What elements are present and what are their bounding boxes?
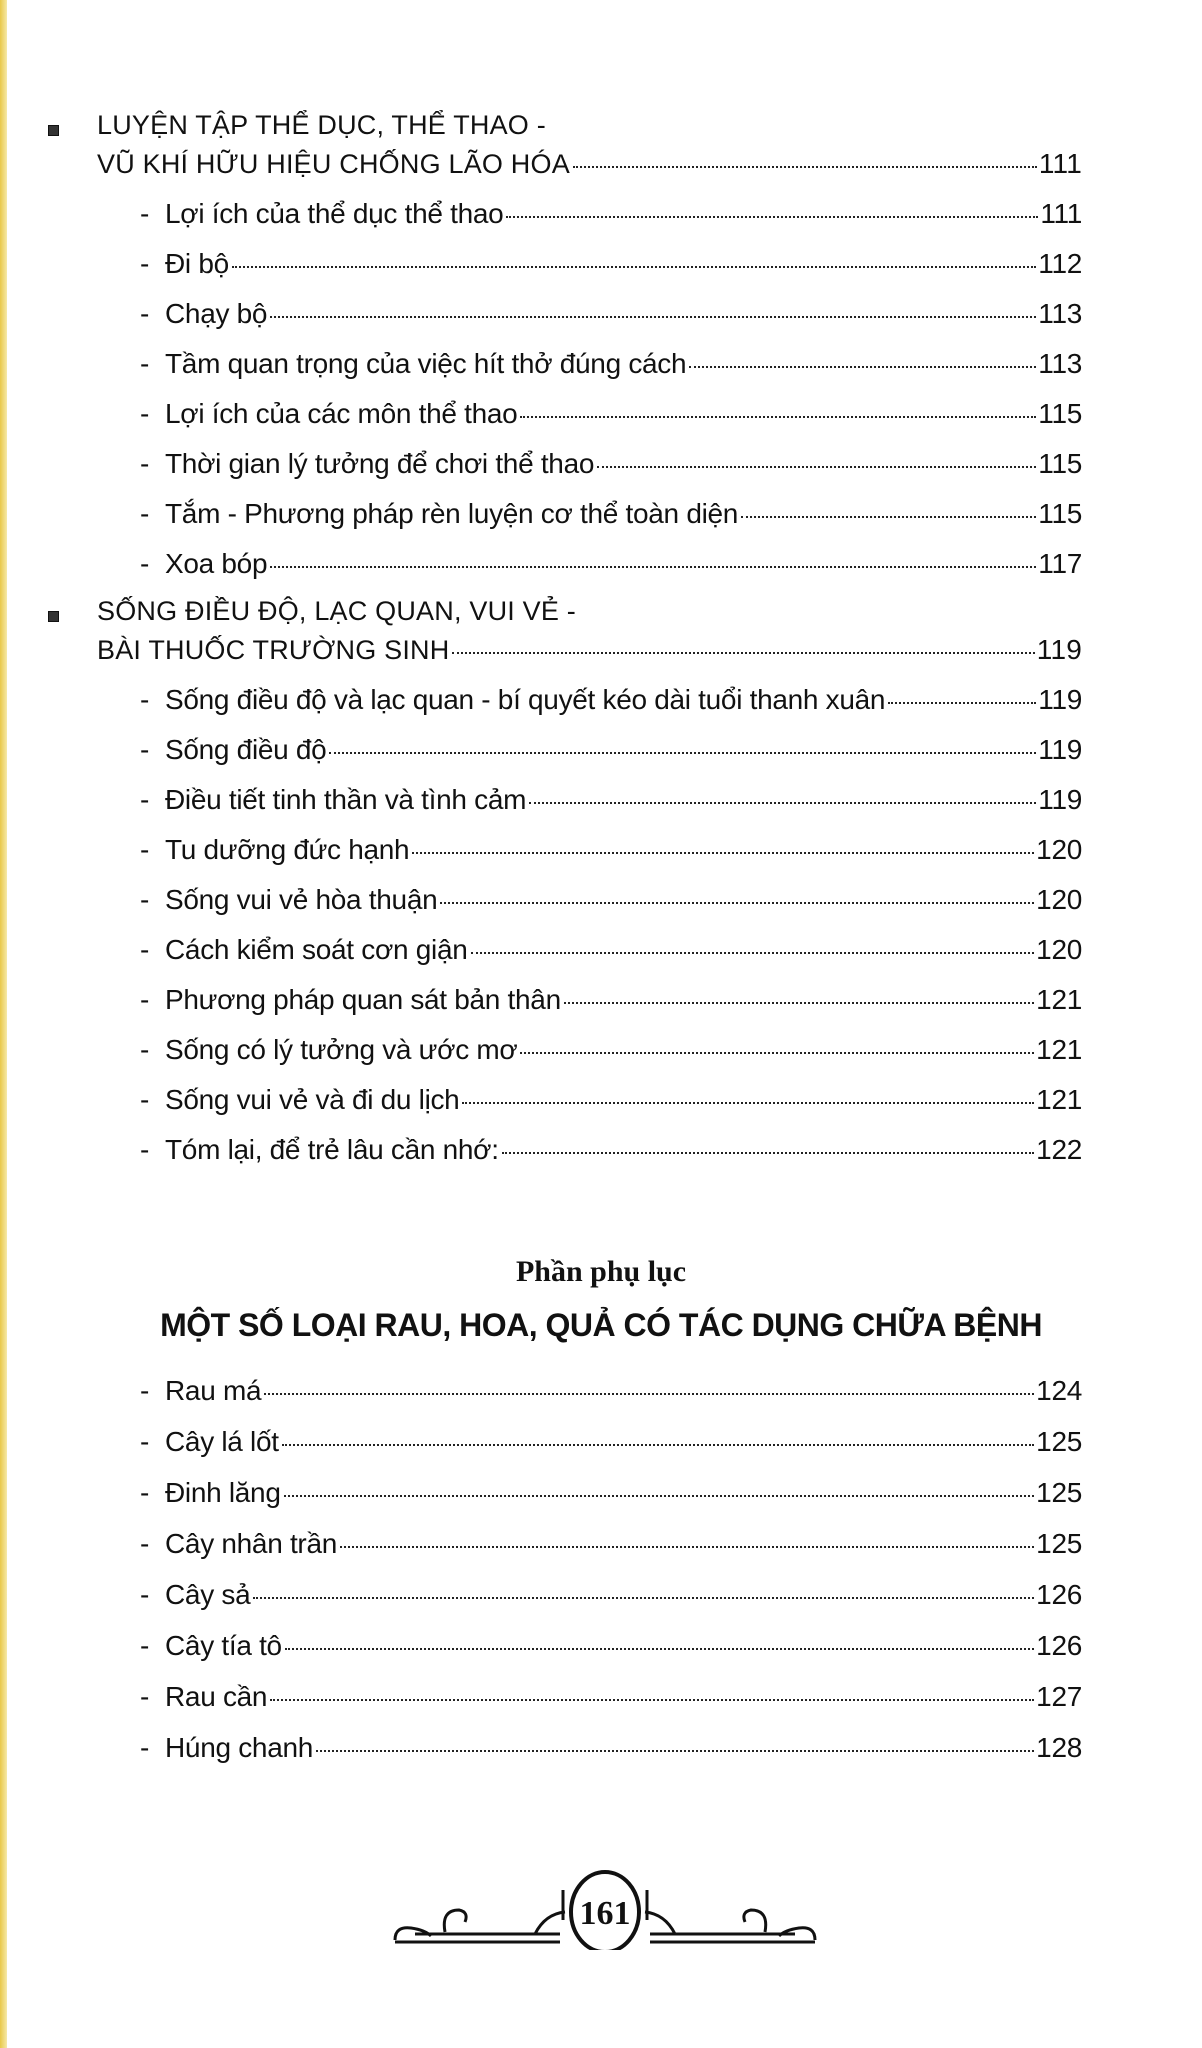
dot-leader xyxy=(282,1444,1034,1446)
entry-label: BÀI THUỐC TRƯỜNG SINH xyxy=(97,635,450,665)
page-ref: 121 xyxy=(1036,984,1082,1015)
dot-leader xyxy=(502,1152,1034,1154)
dash: - xyxy=(140,248,150,279)
entry-label: Cây sả xyxy=(165,1579,251,1610)
page-ref: 124 xyxy=(1036,1375,1082,1406)
dot-leader xyxy=(285,1648,1034,1650)
toc-entry xyxy=(48,448,1082,498)
toc-entry xyxy=(48,684,1082,734)
dash: - xyxy=(140,1732,150,1763)
dot-leader xyxy=(264,1393,1034,1395)
toc-entry xyxy=(48,784,1082,834)
page-ref: 125 xyxy=(1036,1426,1082,1457)
entry-label: Điều tiết tinh thần và tình cảm xyxy=(165,784,527,815)
dot-leader xyxy=(232,266,1036,268)
dash: - xyxy=(140,834,150,865)
dot-leader xyxy=(452,652,1034,654)
toc-entry xyxy=(48,1528,1082,1579)
dash: - xyxy=(140,448,150,479)
toc-section xyxy=(48,110,1082,598)
dot-leader xyxy=(329,752,1036,754)
page-ref: 128 xyxy=(1036,1732,1082,1763)
page-edge xyxy=(0,0,7,2048)
page-ref: 121 xyxy=(1036,1034,1082,1065)
dot-leader xyxy=(284,1495,1035,1497)
dash: - xyxy=(140,1630,150,1661)
page-ref: 121 xyxy=(1036,1084,1082,1115)
entry-label: Cách kiểm soát cơn giận xyxy=(165,934,468,965)
dot-leader xyxy=(888,702,1036,704)
entry-label: LUYỆN TẬP THỂ DỤC, THỂ THAO - xyxy=(97,110,546,140)
toc-entry xyxy=(48,348,1082,398)
page-ref: 111 xyxy=(1040,198,1082,229)
dot-leader xyxy=(529,802,1036,804)
page-ref: 127 xyxy=(1036,1681,1082,1712)
dot-leader xyxy=(253,1597,1034,1599)
toc-entry xyxy=(48,1732,1082,1783)
page-ref: 126 xyxy=(1036,1630,1082,1661)
entry-label: Cây nhân trần xyxy=(165,1528,337,1559)
entry-label: Tắm - Phương pháp rèn luyện cơ thể toàn diện xyxy=(165,498,739,529)
page-ref: 120 xyxy=(1036,884,1082,915)
entry-label: VŨ KHÍ HỮU HIỆU CHỐNG LÃO HÓA xyxy=(97,149,570,179)
page-ref: 120 xyxy=(1036,834,1082,865)
toc-entry xyxy=(48,1681,1082,1732)
toc-entry xyxy=(48,1084,1082,1134)
dot-leader xyxy=(520,1052,1034,1054)
dash: - xyxy=(140,884,150,915)
page-ref: 119 xyxy=(1038,734,1082,765)
dash: - xyxy=(140,784,150,815)
entry-label: Cây tía tô xyxy=(165,1630,282,1661)
page-ref: 125 xyxy=(1036,1477,1082,1508)
appendix-list xyxy=(48,1375,1082,1783)
toc-entry xyxy=(48,1375,1082,1426)
toc-entry xyxy=(48,884,1082,934)
dot-leader xyxy=(270,566,1036,568)
dot-leader xyxy=(270,316,1036,318)
dash: - xyxy=(140,1134,150,1165)
entry-label: Phương pháp quan sát bản thân xyxy=(165,984,561,1015)
dash: - xyxy=(140,1477,150,1508)
dot-leader xyxy=(506,216,1038,218)
dash: - xyxy=(140,1034,150,1065)
dash: - xyxy=(140,1084,150,1115)
page-ref: 122 xyxy=(1036,1134,1082,1165)
toc-entry xyxy=(48,198,1082,248)
toc-entry xyxy=(48,498,1082,548)
entry-label: Chạy bộ xyxy=(165,298,268,329)
toc-entry xyxy=(48,548,1082,598)
dash: - xyxy=(140,1426,150,1457)
entry-label: Đi bộ xyxy=(165,248,229,279)
entry-label: Húng chanh xyxy=(165,1732,314,1763)
dash: - xyxy=(140,198,150,229)
entry-label: Rau má xyxy=(165,1375,262,1406)
dot-leader xyxy=(462,1102,1034,1104)
entry-label: SỐNG ĐIỀU ĐỘ, LẠC QUAN, VUI VẺ - xyxy=(97,596,576,626)
bullet-icon xyxy=(48,125,59,136)
toc-entry xyxy=(48,1134,1082,1184)
entry-label: Sống vui vẻ hòa thuận xyxy=(165,884,438,915)
entry-label: Lợi ích của các môn thể thao xyxy=(165,398,518,429)
entry-label: Tu dưỡng đức hạnh xyxy=(165,834,410,865)
appendix-subtitle: Phần phụ lục xyxy=(515,1255,687,1288)
dash: - xyxy=(140,984,150,1015)
dash: - xyxy=(140,548,150,579)
dot-leader xyxy=(270,1699,1034,1701)
dot-leader xyxy=(340,1546,1034,1548)
page-ref: 115 xyxy=(1038,448,1082,479)
entry-label: Lợi ích của thể dục thể thao xyxy=(165,198,504,229)
section-title xyxy=(48,148,1082,198)
dash: - xyxy=(140,1528,150,1559)
page-ref: 111 xyxy=(1038,148,1082,179)
dash: - xyxy=(140,1681,150,1712)
entry-label: Thời gian lý tưởng để chơi thể thao xyxy=(165,448,595,479)
toc-entry xyxy=(48,834,1082,884)
toc-entry xyxy=(48,934,1082,984)
entry-label: Sống điều độ và lạc quan - bí quyết kéo dài tuổi thanh xuân xyxy=(165,684,886,715)
dash: - xyxy=(140,398,150,429)
toc-entry xyxy=(48,248,1082,298)
entry-label: Tóm lại, để trẻ lâu cần nhớ: xyxy=(165,1134,499,1165)
dash: - xyxy=(140,498,150,529)
section-title xyxy=(48,634,1082,684)
entry-label: Xoa bóp xyxy=(165,548,268,579)
page-ref: 126 xyxy=(1036,1579,1082,1610)
page-ref: 120 xyxy=(1036,934,1082,965)
dot-leader xyxy=(689,366,1036,368)
dot-leader xyxy=(741,516,1036,518)
dot-leader xyxy=(573,166,1037,168)
page-ref: 115 xyxy=(1038,498,1082,529)
bullet-icon xyxy=(48,611,59,622)
dash: - xyxy=(140,934,150,965)
toc-entry xyxy=(48,1630,1082,1681)
entry-label: Cây lá lốt xyxy=(165,1426,279,1457)
page-ref: 119 xyxy=(1038,784,1082,815)
page-ref: 117 xyxy=(1038,548,1082,579)
entry-label: Rau cần xyxy=(165,1681,268,1712)
toc-section xyxy=(48,596,1082,1184)
toc-entry xyxy=(48,734,1082,784)
toc-entry xyxy=(48,984,1082,1034)
toc-entry xyxy=(48,298,1082,348)
dot-leader xyxy=(316,1750,1034,1752)
toc-entry xyxy=(48,1426,1082,1477)
page-ref: 119 xyxy=(1038,684,1082,715)
page-ref: 115 xyxy=(1038,398,1082,429)
dot-leader xyxy=(412,852,1034,854)
entry-label: Tầm quan trọng của việc hít thở đúng cách xyxy=(165,348,687,379)
dash: - xyxy=(140,684,150,715)
dash: - xyxy=(140,1375,150,1406)
entry-label: Sống có lý tưởng và ước mơ xyxy=(165,1034,518,1065)
dot-leader xyxy=(564,1002,1034,1004)
page-number-ornament xyxy=(385,1850,825,1950)
toc-entry xyxy=(48,1477,1082,1528)
entry-label: Sống điều độ xyxy=(165,734,327,765)
dot-leader xyxy=(520,416,1036,418)
page-ref: 113 xyxy=(1038,348,1082,379)
dash: - xyxy=(140,734,150,765)
toc-entry xyxy=(48,398,1082,448)
page-ref: 125 xyxy=(1036,1528,1082,1559)
dot-leader xyxy=(471,952,1035,954)
page-ref: 112 xyxy=(1038,248,1082,279)
toc-entry xyxy=(48,1579,1082,1630)
dash: - xyxy=(140,348,150,379)
page-ref: 113 xyxy=(1038,298,1082,329)
page-ref: 119 xyxy=(1036,634,1082,665)
appendix-title: MỘT SỐ LOẠI RAU, HOA, QUẢ CÓ TÁC DỤNG CHỮA BỆNH xyxy=(160,1307,1042,1343)
entry-label: Sống vui vẻ và đi du lịch xyxy=(165,1084,460,1115)
dot-leader xyxy=(440,902,1034,904)
toc-entry xyxy=(48,1034,1082,1084)
dash: - xyxy=(140,1579,150,1610)
dash: - xyxy=(140,298,150,329)
dot-leader xyxy=(597,466,1036,468)
entry-label: Đinh lăng xyxy=(165,1477,281,1508)
page-number: 161 xyxy=(579,1895,631,1932)
